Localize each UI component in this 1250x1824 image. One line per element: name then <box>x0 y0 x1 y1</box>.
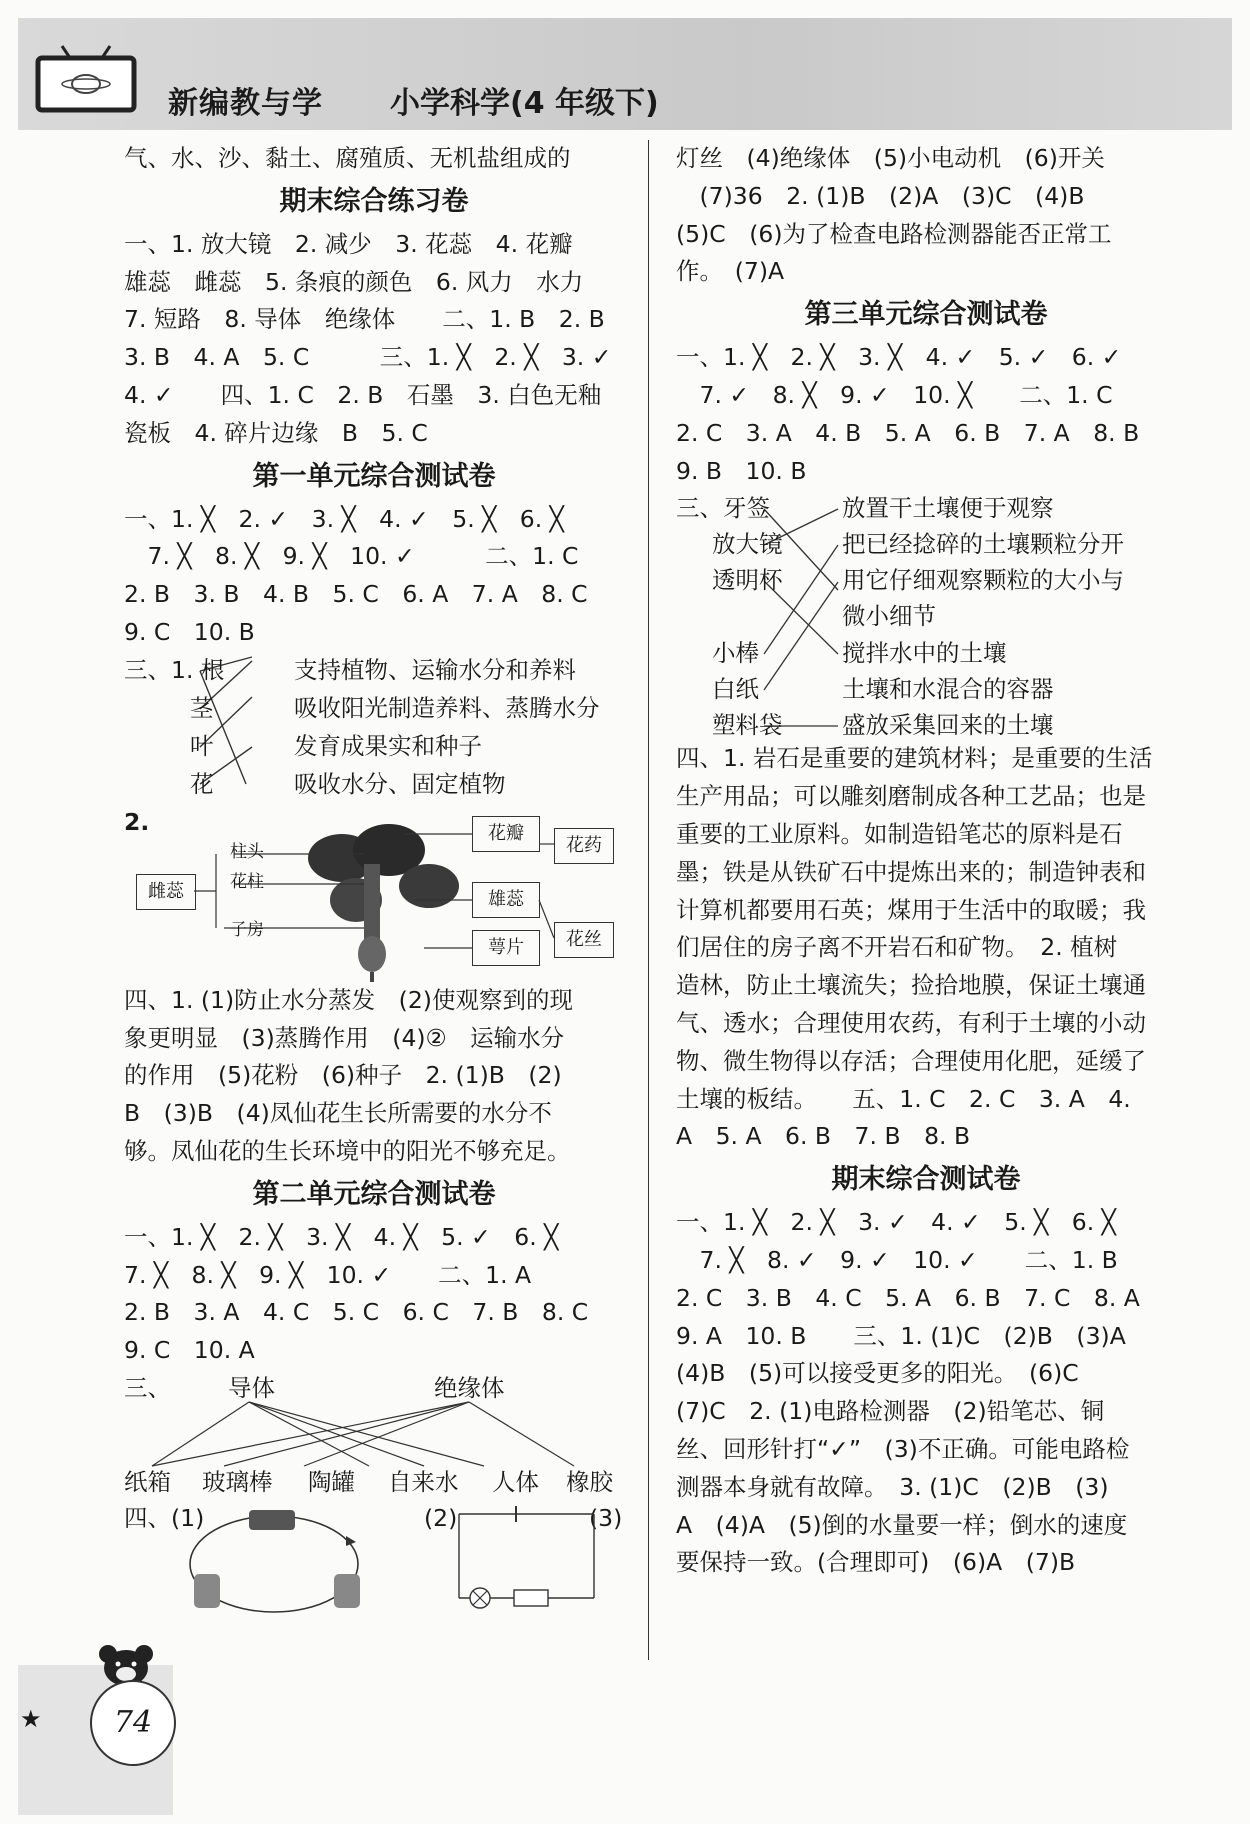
answer-block <box>124 982 624 1171</box>
answer-line: 一、1. ╳ 2. ╳ 3. ╳ 4. ╳ 5. ✓ 6. ╳ <box>124 1222 559 1251</box>
left-column <box>124 140 624 1624</box>
flower-box: 萼片 <box>472 930 540 966</box>
question-number: (3) <box>589 1503 623 1532</box>
answer-line: 3. B 4. A 5. C 三、1. ╳ 2. ╳ 3. ✓ <box>124 343 612 372</box>
match-item: 透明杯 <box>712 566 783 595</box>
answer-line: 2. B 3. B 4. B 5. C 6. A 7. A 8. C <box>124 580 588 609</box>
answer-line: 的作用 (5)花粉 (6)种子 2. (1)B (2) <box>124 1061 562 1090</box>
conductor-matching <box>124 1370 624 1494</box>
answer-block <box>676 339 1176 490</box>
flower-label: 花柱 <box>230 871 264 892</box>
section-title: 第二单元综合测试卷 <box>252 1178 496 1210</box>
intro-line: 气、水、沙、黏土、腐殖质、无机盐组成的 <box>124 144 571 172</box>
page-number: 74 <box>90 1680 176 1766</box>
match-desc: 盛放采集回来的土壤 <box>842 711 1054 740</box>
match-desc: 放置干土壤便于观察 <box>842 494 1054 523</box>
answer-line: 2. C 3. B 4. C 5. A 6. B 7. C 8. A <box>676 1283 1140 1312</box>
match-item: 纸箱 <box>124 1467 171 1496</box>
answer-line: 一、1. ╳ 2. ╳ 3. ✓ 4. ✓ 5. ╳ 6. ╳ <box>676 1208 1116 1237</box>
match-item: 叶 <box>190 731 214 760</box>
answer-line: 2. B 3. A 4. C 5. C 6. C 7. B 8. C <box>124 1298 589 1327</box>
answer-line: 瓷板 4. 碎片边缘 B 5. C <box>124 418 428 447</box>
answer-line: 雄蕊 雌蕊 5. 条痕的颜色 6. 风力 水力 <box>124 267 584 296</box>
match-head: 导体 <box>228 1373 275 1402</box>
match-item: 花 <box>190 769 214 798</box>
circuit-diagrams <box>124 1494 624 1624</box>
flower-box: 雄蕊 <box>472 882 540 918</box>
answer-line: 们居住的房子离不开岩石和矿物。 2. 植树 <box>676 933 1118 962</box>
match-item: 陶罐 <box>308 1467 355 1496</box>
match-item: 三、1. 根 <box>124 655 225 684</box>
answer-line: 作。 (7)A <box>676 257 785 286</box>
answer-line: 墨；铁是从铁矿石中提炼出来的；制造钟表和 <box>676 857 1146 886</box>
circuit-icon <box>124 1494 624 1624</box>
answer-line: 9. A 10. B 三、1. (1)C (2)B (3)A <box>676 1321 1126 1350</box>
answer-line: 够。凤仙花的生长环境中的阳光不够充足。 <box>124 1136 571 1165</box>
match-item: 自来水 <box>388 1467 459 1496</box>
match-item: 橡胶 <box>566 1467 613 1496</box>
match-desc: 搅拌水中的土壤 <box>842 639 1007 668</box>
flower-box: 花瓣 <box>472 816 540 852</box>
answer-line: 一、1. ╳ 2. ✓ 3. ╳ 4. ✓ 5. ╳ 6. ╳ <box>124 504 564 533</box>
match-desc: 土壤和水混合的容器 <box>842 675 1054 704</box>
answer-line: 测器本身就有故障。 3. (1)C (2)B (3) <box>676 1472 1109 1501</box>
match-desc: 把已经捻碎的土壤颗粒分开 <box>842 530 1124 559</box>
answer-line: 计算机都要用石英；煤用于生活中的取暖；我 <box>676 895 1146 924</box>
flower-diagram <box>124 804 624 982</box>
answer-block <box>676 1204 1176 1582</box>
question-number: 2. <box>124 807 150 836</box>
flower-label: 柱头 <box>230 841 264 862</box>
match-desc: 吸收水分、固定植物 <box>294 769 506 798</box>
match-item: 白纸 <box>712 675 759 704</box>
book-subtitle: 小学科学(4 年级下) <box>390 86 659 121</box>
answer-block <box>124 226 624 453</box>
answer-line: 丝、回形针打“✓” (3)不正确。可能电路检 <box>676 1434 1130 1463</box>
answer-line: 4. ✓ 四、1. C 2. B 石墨 3. 白色无釉 <box>124 380 602 409</box>
answer-line: 2. C 3. A 4. B 5. A 6. B 7. A 8. B <box>676 418 1140 447</box>
answer-line: 9. B 10. B <box>676 456 807 485</box>
question-number: (2) <box>424 1503 458 1532</box>
section-title: 期末综合练习卷 <box>279 185 469 217</box>
answer-line: 9. C 10. B <box>124 617 255 646</box>
answer-line: 7. ╳ 8. ╳ 9. ╳ 10. ✓ 二、1. A <box>124 1260 532 1289</box>
answer-line: 重要的工业原料。如制造铅笔芯的原料是石 <box>676 819 1123 848</box>
answer-line: 四、1. (1)防止水分蒸发 (2)使观察到的现 <box>124 985 573 1014</box>
answer-line: (7)36 2. (1)B (2)A (3)C (4)B <box>676 181 1085 210</box>
answer-line: 造林，防止土壤流失；捡拾地膜，保证土壤通 <box>676 971 1146 1000</box>
flower-label: 子房 <box>230 919 264 940</box>
answer-line: A 5. A 6. B 7. B 8. B <box>676 1122 971 1151</box>
answer-line: 9. C 10. A <box>124 1336 255 1365</box>
answer-block <box>676 140 1176 291</box>
answer-line: 生产用品；可以雕刻磨制成各种工艺品；也是 <box>676 782 1146 811</box>
answer-line: B (3)B (4)凤仙花生长所需要的水分不 <box>124 1099 552 1128</box>
question-number: 四、(1) <box>124 1503 205 1532</box>
answer-line: 土壤的板结。 五、1. C 2. C 3. A 4. <box>676 1084 1131 1113</box>
answer-line: 四、1. 岩石是重要的建筑材料；是重要的生活 <box>676 744 1153 773</box>
match-item: 塑料袋 <box>712 711 783 740</box>
answer-line: (4)B (5)可以接受更多的阳光。 (6)C <box>676 1359 1079 1388</box>
answer-line: 7. 短路 8. 导体 绝缘体 二、1. B 2. B <box>124 305 605 334</box>
answer-line: 气、透水；合理使用农药，有利于土壤的小动 <box>676 1008 1146 1037</box>
flower-icon <box>124 804 624 982</box>
plant-part-matching <box>124 652 624 804</box>
match-desc: 吸收阳光制造养料、蒸腾水分 <box>294 693 600 722</box>
answer-block <box>124 501 624 652</box>
flower-box: 花药 <box>554 828 614 864</box>
star-icon: ★ <box>20 1705 42 1733</box>
flower-box: 雌蕊 <box>136 874 196 910</box>
answer-line: 象更明显 (3)蒸腾作用 (4)② 运输水分 <box>124 1023 565 1052</box>
match-item: 茎 <box>190 693 214 722</box>
question-number: 三、 <box>124 1373 171 1402</box>
match-item: 三、牙签 <box>676 494 770 523</box>
answer-block <box>124 1219 624 1370</box>
flower-box: 花丝 <box>554 922 614 958</box>
answer-line: 一、1. 放大镜 2. 减少 3. 花蕊 4. 花瓣 <box>124 229 573 258</box>
answer-line: A (4)A (5)倒的水量要一样；倒水的速度 <box>676 1510 1128 1539</box>
answer-line: 7. ╳ 8. ╳ 9. ╳ 10. ✓ 二、1. C <box>124 542 579 571</box>
page-header <box>18 18 1232 130</box>
tool-matching <box>676 490 1176 740</box>
answer-line: 7. ✓ 8. ╳ 9. ✓ 10. ╳ 二、1. C <box>676 380 1113 409</box>
match-desc: 用它仔细观察颗粒的大小与 <box>842 566 1124 595</box>
match-item: 小棒 <box>712 639 759 668</box>
answer-line: 7. ╳ 8. ✓ 9. ✓ 10. ✓ 二、1. B <box>676 1245 1118 1274</box>
match-item: 人体 <box>492 1467 539 1496</box>
answer-block <box>676 740 1176 1156</box>
answer-line: 灯丝 (4)绝缘体 (5)小电动机 (6)开关 <box>676 144 1105 172</box>
answer-line: 要保持一致。(合理即可) (6)A (7)B <box>676 1548 1076 1577</box>
match-head: 绝缘体 <box>434 1373 505 1402</box>
section-title: 第一单元综合测试卷 <box>252 460 496 492</box>
section-title: 第三单元综合测试卷 <box>804 299 1048 331</box>
book-title: 新编教与学 <box>168 86 323 121</box>
match-item: 玻璃棒 <box>202 1467 273 1496</box>
column-divider <box>648 140 649 1660</box>
section-title: 期末综合测试卷 <box>831 1164 1021 1196</box>
match-desc: 支持植物、运输水分和养料 <box>294 655 576 684</box>
right-column <box>676 140 1176 1582</box>
match-desc: 发育成果实和种子 <box>294 731 482 760</box>
answer-line: 物、微生物得以存活；合理使用化肥，延缓了 <box>676 1046 1146 1075</box>
matching-lines <box>124 1370 624 1494</box>
tv-logo-icon <box>32 44 140 114</box>
match-desc: 微小细节 <box>842 602 936 631</box>
match-item: 放大镜 <box>712 530 783 559</box>
answer-line: (7)C 2. (1)电路检测器 (2)铅笔芯、铜 <box>676 1397 1105 1426</box>
answer-line: (5)C (6)为了检查电路检测器能否正常工 <box>676 219 1112 248</box>
answer-line: 一、1. ╳ 2. ╳ 3. ╳ 4. ✓ 5. ✓ 6. ✓ <box>676 343 1122 372</box>
